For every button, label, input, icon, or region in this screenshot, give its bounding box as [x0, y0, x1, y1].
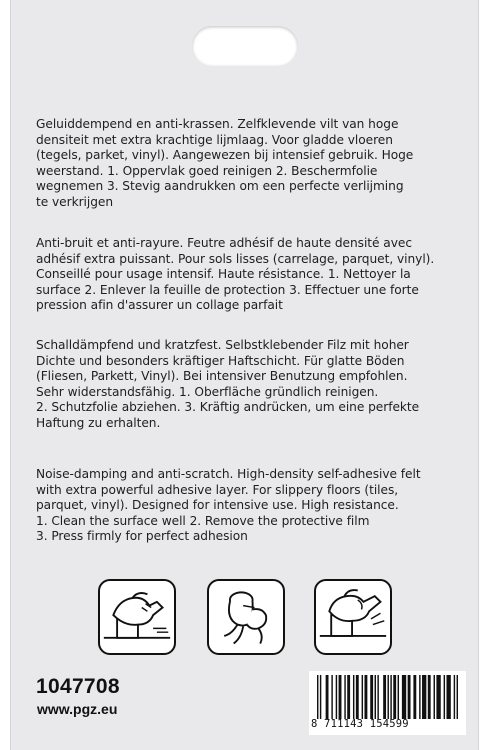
barcode-bar [457, 675, 458, 719]
barcode-bar [356, 675, 359, 719]
barcode-bar [336, 675, 337, 719]
instructions-french: Anti-bruit et anti-rayure. Feutre adhésif de haute densité avec adhésif extra puissant. Pour sols lisses (carrelage, parquet, vinyl). Conseillé pour usage intensif. Haute résistance. 1. Nettoyer la surface 2. Enlever la feuille de protection 3. Effectuer une forte pression afin d'assurer un collage parfait [36, 236, 435, 313]
article-number: 1047708 [36, 675, 120, 698]
barcode-bar [402, 675, 406, 719]
barcode-bar [398, 675, 399, 719]
peel-protective-film-icon [207, 579, 285, 655]
barcode-bar [364, 675, 367, 719]
barcode-bar [428, 675, 431, 719]
barcode-bar [413, 675, 416, 719]
barcode-bar [408, 675, 411, 719]
instructions-german: Schalldämpfend und kratzfest. Selbstklebender Filz mit hoher Dichte und besonders kräftiger Haftschicht. Für glatte Böden (Fliesen, Parkett, Vinyl). Bei intensiver Benutzung empfohlen. Sehr widerstandsfähig. 1. Oberfläche gründlich reinigen. 2. Schutzfolie abziehen. 3. Kräftig andrücken, um eine perfekte Haftung zu erhalten. [36, 338, 420, 430]
barcode-bar [320, 675, 321, 719]
barcode-bar [393, 675, 396, 719]
barcode-bar [339, 675, 342, 719]
barcode-bar [454, 675, 455, 719]
barcode-bar [383, 675, 386, 719]
barcode-bar [353, 675, 354, 719]
barcode-bar [444, 675, 445, 719]
barcode-bar [375, 675, 376, 719]
barcode-bar [390, 675, 391, 719]
barcode-bar [362, 675, 363, 719]
barcode-bar [434, 675, 435, 719]
barcode-bar [388, 675, 389, 719]
barcode [309, 671, 466, 735]
instructions-dutch: Geluiddempend en anti-krassen. Zelfklevende vilt van hoge densiteit met extra krachtige lijmlaag. Voor gladde vloeren (tegels, parket, vinyl). Aangewezen bij intensief gebruik. Hoge weerstand. 1. Oppervlak goed reinigen 2. Beschermfolie wegnemen 3. Stevig aandrukken om een perfecte verlijming te verkrijgen [36, 117, 414, 209]
hang-hole [192, 26, 298, 66]
barcode-bar [370, 675, 373, 719]
barcode-bar [344, 675, 345, 719]
website-url: www.pgz.eu [37, 701, 118, 717]
instructions-english: Noise-damping and anti-scratch. High-density self-adhesive felt with extra powerful adhesive layer. For slippery floors (tiles, parquet, vinyl). Designed for intensive use. High resistance. 1. Clean the surface well 2. Remove the protective film 3. Press firmly for perfect adhesion [36, 467, 421, 544]
wipe-surface-icon [98, 579, 176, 655]
barcode-bar [419, 675, 420, 719]
press-firmly-icon [314, 579, 392, 655]
instruction-pictograms [11, 579, 480, 659]
packaging-card [10, 0, 479, 750]
barcode-bar [436, 675, 440, 719]
barcode-bar [446, 675, 450, 719]
barcode-bar [317, 675, 318, 719]
barcode-bar [422, 675, 426, 719]
barcode-bar [347, 675, 350, 719]
barcode-bars [317, 675, 458, 719]
barcode-bar [331, 675, 332, 719]
barcode-bar [377, 675, 378, 719]
barcode-bar [326, 675, 329, 719]
barcode-digits: 8 711143 154599 [311, 718, 409, 730]
